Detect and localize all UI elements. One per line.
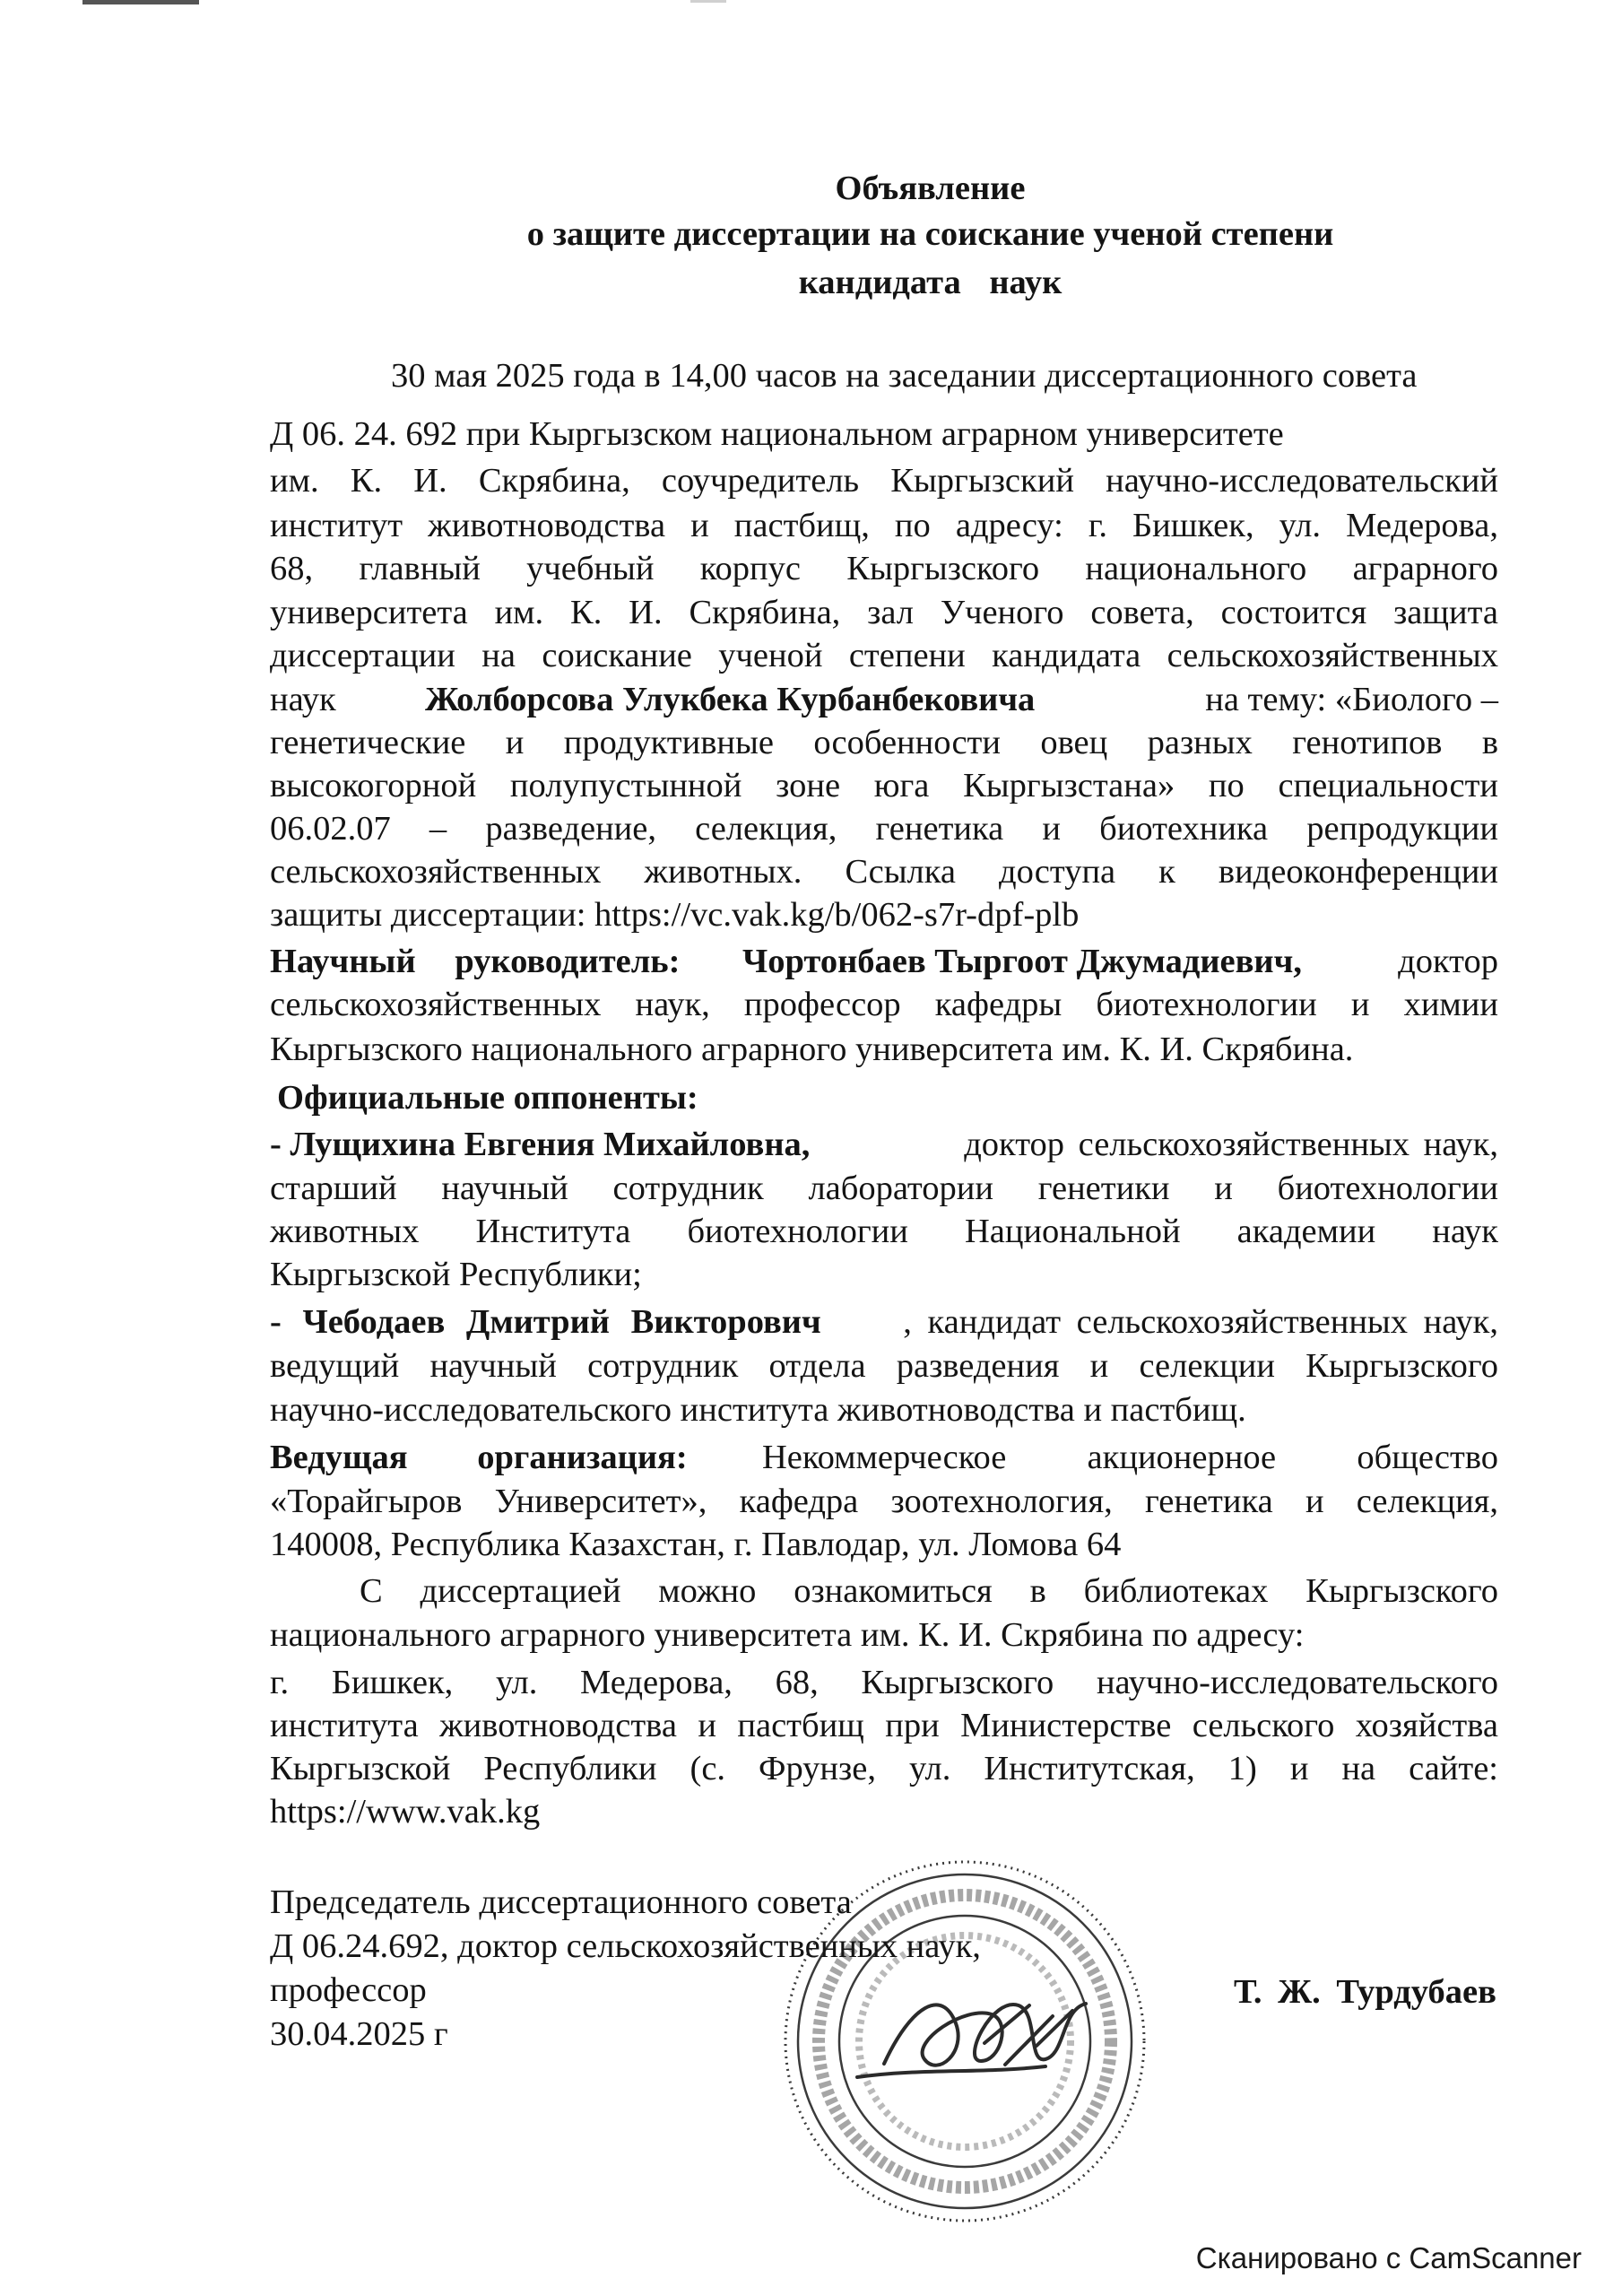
opponent-line: ведущий научный сотрудник отдела разведения и селекции Кыргызского <box>270 1347 1498 1385</box>
doc-subtitle: о защите диссертации на соискание ученой степени <box>526 215 1334 253</box>
doc-subtitle-degree: кандидата наук <box>798 264 1063 301</box>
library-line: Кыргызской Республики (с. Фрунзе, ул. Институтская, 1) и на сайте: <box>270 1750 1498 1787</box>
announcement-line: диссертации на соискание ученой степени кандидата сельскохозяйственных <box>270 637 1498 674</box>
leading-org-line: Ведущая организация: Некоммерческое акционерное общество <box>270 1439 1498 1476</box>
chair-title: Д 06.24.692, доктор сельскохозяйственных наук, <box>270 1927 981 1965</box>
announcement-line: 30 мая 2025 года в 14,00 часов на заседании диссертационного совета <box>391 357 1418 395</box>
signature-date: 30.04.2025 г <box>270 2015 448 2053</box>
chair-title: профессор <box>270 1971 427 2009</box>
opponent-line: - Лущихина Евгения Михайловна, доктор сельскохозяйственных наук, <box>270 1126 1498 1163</box>
supervisor-name: Чортонбаев Тыргоот Джумадиевич, <box>742 943 1302 980</box>
supervisor-line: Кыргызского национального аграрного университета им. К. И. Скрябина. <box>270 1031 1354 1068</box>
opponent-name: - Лущихина Евгения Михайловна, <box>270 1126 811 1163</box>
opponents-heading: Официальные оппоненты: <box>277 1079 698 1117</box>
chair-name: Т. Ж. Турдубаев <box>1234 1973 1496 2011</box>
library-line: г. Бишкек, ул. Медерова, 68, Кыргызского научно-исследовательского <box>270 1664 1498 1701</box>
opponent-line: научно-исследовательского института животноводства и пастбищ. <box>270 1391 1246 1429</box>
library-line: С диссертацией можно ознакомиться в библиотеках Кыргызского <box>360 1572 1498 1610</box>
opponent-line: - Чебодаев Дмитрий Викторович , кандидат сельскохозяйственных наук, <box>270 1303 1498 1341</box>
announcement-line: высокогорной полупустынной зоне юга Кыргызстана» по специальности <box>270 767 1498 804</box>
leading-org-label: Ведущая организация: <box>270 1439 688 1476</box>
announcement-line: наук Жолборсова Улукбека Курбанбековича на тему: «Биолого – <box>270 681 1498 718</box>
opponent-line: старший научный сотрудник лаборатории генетики и биотехнологии <box>270 1170 1498 1207</box>
scan-edge-mark <box>82 0 199 4</box>
opponent-line: Кыргызской Республики; <box>270 1256 642 1293</box>
leading-org-line: 140008, Республика Казахстан, г. Павлодар, ул. Ломова 64 <box>270 1526 1122 1563</box>
announcement-line: университета им. К. И. Скрябина, зал Ученого совета, состоится защита <box>270 594 1498 631</box>
announcement-line: сельскохозяйственных животных. Ссылка доступа к видеоконференции <box>270 853 1498 891</box>
scanner-watermark: Сканировано с CamScanner <box>1195 2241 1582 2274</box>
opponent-line: животных Института биотехнологии Национальной академии наук <box>270 1213 1498 1250</box>
library-line: https://www.vak.kg <box>270 1793 541 1831</box>
chair-title: Председатель диссертационного совета <box>270 1883 852 1921</box>
opponent-name: - Чебодаев Дмитрий Викторович <box>270 1303 821 1341</box>
announcement-line: им. К. И. Скрябина, соучредитель Кыргызский научно-исследовательский <box>270 462 1498 500</box>
supervisor-line: сельскохозяйственных наук, профессор кафедры биотехнологии и химии <box>270 986 1498 1023</box>
doc-title: Объявление <box>835 170 1026 207</box>
announcement-line: 68, главный учебный корпус Кыргызского национального аграрного <box>270 550 1498 587</box>
supervisor-label: Научный руководитель: <box>270 943 681 980</box>
library-line: национального аграрного университета им. К. И. Скрябина по адресу: <box>270 1616 1305 1654</box>
announcement-line: Д 06. 24. 692 при Кыргызском национальном аграрном университете <box>270 415 1284 453</box>
scan-edge-mark <box>690 0 726 3</box>
announcement-line: генетические и продуктивные особенности овец разных генотипов в <box>270 724 1498 761</box>
leading-org-line: «Торайгыров Университет», кафедра зоотехнология, генетика и селекция, <box>270 1483 1498 1520</box>
announcement-line: институт животноводства и пастбищ, по адресу: г. Бишкек, ул. Медерова, <box>270 507 1498 544</box>
candidate-name: Жолборсова Улукбека Курбанбековича <box>425 681 1036 718</box>
announcement-line: 06.02.07 – разведение, селекция, генетика и биотехника репродукции <box>270 810 1498 848</box>
supervisor-line: Научный руководитель: Чортонбаев Тыргоот Джумадиевич, доктор <box>270 943 1498 980</box>
announcement-line: защиты диссертации: https://vc.vak.kg/b/062-s7r-dpf-plb <box>270 896 1080 934</box>
library-line: института животноводства и пастбищ при Министерстве сельского хозяйства <box>270 1707 1498 1744</box>
